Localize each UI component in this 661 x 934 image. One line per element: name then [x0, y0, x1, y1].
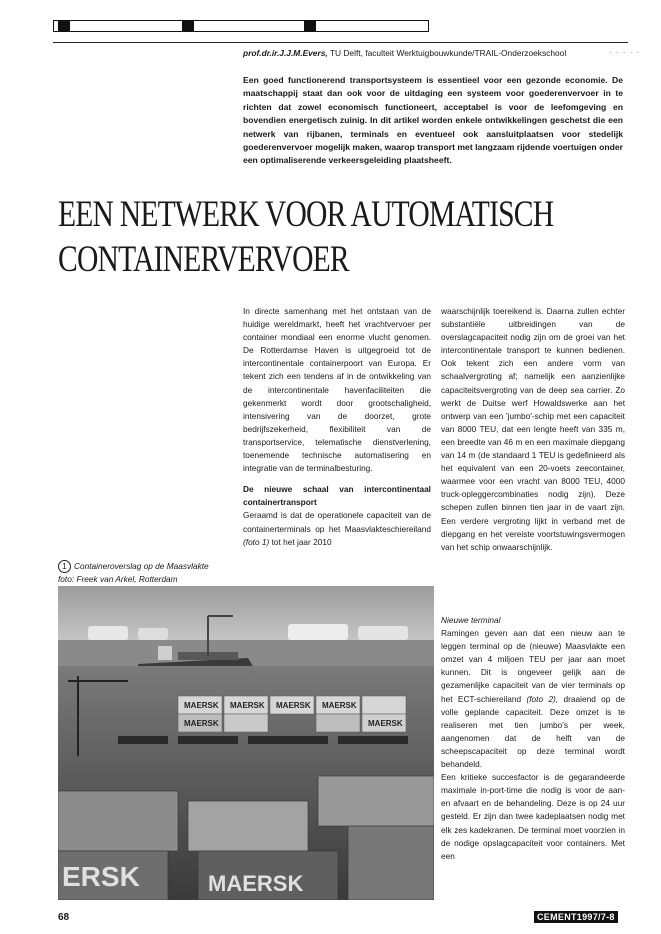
paragraph-capaciteit-tail: tot het jaar 2010: [269, 536, 332, 547]
subheading-terminal: Nieuwe terminal: [441, 615, 501, 625]
paragraph-terminal: [441, 627, 625, 771]
page-number: 68: [58, 912, 70, 923]
paragraph-intro: In directe samenhang met het ontstaan van de huidige wereldmarkt, heeft het vrachtvervoer per container mondiaal een enorme vlucht genomen. De Rotterdamse Haven is uitgegroeid tot de intercontinentale containerpoort van Europa. Er tekent zich een tendens af in de ontwikkeling van de intercontinentale havenfaciliteiten die gekenmerkt wordt door grootschaligheid, intensivering van de doorzet, grote bedrijfszekerheid, flexibiliteit van de transportservice, telematische dienstverlening, toenemende technische automatisering en integratie van de terminalbesturing.: [243, 306, 431, 474]
caption-number: 1: [58, 560, 71, 573]
subheading-schaal: De nieuwe schaal van intercontinentaal containertransport: [243, 484, 431, 508]
header-block-1: [58, 20, 70, 32]
photo-caption: [58, 560, 238, 586]
header-block-3: [304, 20, 316, 32]
paragraph-capaciteit-text: Geraamd is dat de operationele capaciteit van de containerterminals op het Maasvlakteschiereiland: [243, 510, 431, 534]
photo-label-3: MAERSK: [276, 701, 311, 710]
paragraph-jumbo: waarschijnlijk toereikend is. Daarna zullen echter substantiële uitbreidingen van de overslagcapaciteit nodig zijn om de groei van het intercontinentale transport te kunnen bedienen. Ook tekent zich een andere vorm van schaalvergroting af; namelijk een aanzienlijke capaciteitsvergroting van de deep sea carrier. Zo werkt de Duitse werf Howaldswerke aan het ontwerp van een 'jumbo'-schip met een capaciteit van 8000 TEU, dat een lengte heeft van 335 m, een breedte van 46 m en een maximale diepgang van 14 m (de standaard 1 TEU is gedefinieerd als het equivalent van een 20-voets zeecontainer, waarmee voor een vracht van 8000 TEU, 4000 truck-opleggercombinaties nodig zijn). Deze schepen zullen binnen tien jaar in de vaart zijn. Een verdere vergroting lijkt in verband met de diepgang en het vereiste voortstuwingsvermogen van het schip onwaarschijnlijk.: [441, 306, 625, 552]
photo-ref-1: (foto 1): [243, 536, 270, 547]
paragraph-capaciteit: [243, 509, 431, 548]
author-affiliation: TU Delft, faculteit Werktuigbouwkunde/TRAIL-Onderzoekschool: [327, 48, 567, 58]
caption-credit: foto: Freek van Arkel, Rotterdam: [58, 574, 178, 585]
author-name: prof.dr.ir.J.J.M.Evers,: [243, 48, 328, 58]
paragraph-terminal-tail: draaiend op de volle geplande capaciteit. Deze omzet is te realiseren met tien jumbo's per week, aangenomen dat de helft van de scheepscapaciteit op deze terminal wordt behandeld.: [441, 693, 626, 770]
author-dots: · · · · ·: [609, 48, 641, 57]
photo-label-6: MAERSK: [368, 719, 403, 728]
header-block-2: [182, 20, 194, 32]
paragraph-succesfactor: Een kritieke succesfactor is de gegarandeerde maximale in-port-time die nodig is voor de aan- en afvaart en de behandeling. Deze is op 24 uur gesteld. Er zijn dan twee kadeplaatsen nodig met elk zes kadekranen. De terminal moet voorzien in de nodige opslagcapaciteit voor containers. Met een: [441, 772, 625, 861]
body-column-3: [441, 614, 625, 863]
body-column-1: [243, 305, 431, 549]
photo-label-5: MAERSK: [184, 719, 219, 728]
caption-text: Containeroverslag op de Maasvlakte: [74, 561, 209, 571]
header-bar: [53, 20, 429, 32]
lead-paragraph: Een goed functionerend transportsysteem is essentieel voor een gezonde economie. De maatschappij staat dan ook voor de uitdaging een systeem voor goederenvervoer in te richten dat zowel economisch functioneert, acceptabel is voor de leefomgeving en bovendien energetisch zuinig. In dit artikel worden enkele ontwikkelingen geschetst die een netwerk van rijbanen, terminals en eventueel ook aansluitplaatsen voor stedelijk goederenvervoer mogelijk maken, waarop transport met langzaam rijdende voertuigen onder een optimaliserende verkeersgeleiding plaatsheeft.: [243, 75, 623, 166]
photo-label-4: MAERSK: [322, 701, 357, 710]
journal-tag: CEMENT1997/7-8: [534, 911, 618, 923]
photo-label-7: ERSK: [62, 861, 140, 892]
photo-ref-2: (foto 2),: [526, 693, 559, 704]
photo-label-2: MAERSK: [230, 701, 265, 710]
photo-label-1: MAERSK: [184, 701, 219, 710]
article-title: [58, 192, 618, 282]
body-column-2: [441, 305, 625, 554]
title-line-2: CONTAINERVERVOER: [58, 239, 349, 280]
photo-illustration: [58, 586, 434, 900]
author-line: [243, 48, 566, 58]
photo-label-8: MAERSK: [208, 871, 304, 896]
paragraph-terminal-text: Ramingen geven aan dat een nieuw aan te leggen terminal op de (nieuwe) Maasvlakte een omzet van 4 miljoen TEU per jaar aan moet kunnen. Dit is ongeveer gelijk aan de gezamenlijke capaciteit van de vier terminals op het ECT-schiereiland: [441, 628, 625, 704]
header-rule: [53, 42, 628, 43]
title-line-1: EEN NETWERK VOOR AUTOMATISCH: [58, 194, 554, 235]
container-terminal-photo: [58, 586, 434, 900]
